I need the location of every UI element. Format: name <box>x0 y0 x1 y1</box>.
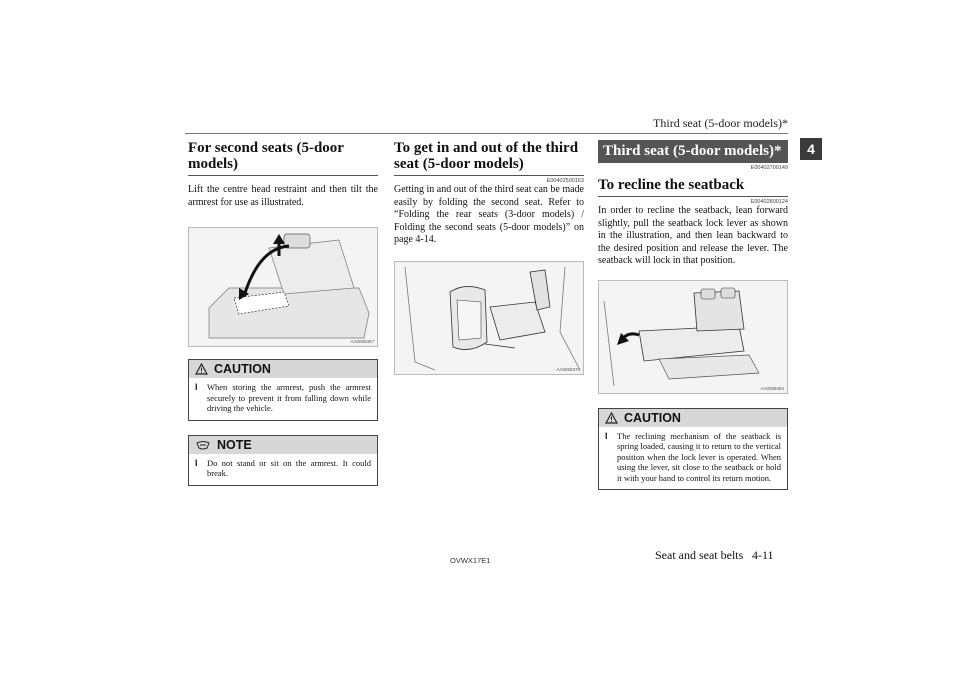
note-box <box>188 435 378 486</box>
note-label: NOTE <box>217 437 252 452</box>
caution-label: CAUTION <box>624 410 681 425</box>
body-text: Lift the centre head restraint and then tilt the armrest for use as illustrated. <box>188 184 378 208</box>
body-text: Getting in and out of the third seat can be made easily by folding the second seat. Refer to “Folding the rear seats (3-door models) / Folding the second seats (5-door models)” on page 4-14. <box>394 184 584 245</box>
warning-triangle-icon <box>605 412 618 424</box>
running-header: Third seat (5-door models)* <box>653 116 788 130</box>
figure-code: AA0059370 <box>556 366 580 372</box>
folded-seat-illustration <box>394 261 584 375</box>
section-code: E00402800124 <box>750 199 788 205</box>
caution-header <box>189 360 377 378</box>
warning-triangle-icon <box>195 363 208 375</box>
banner-code: E00402700149 <box>750 165 788 171</box>
chapter-banner: Third seat (5-door models)* <box>598 140 788 163</box>
page-number: 4-11 <box>752 548 774 562</box>
recline-drawing <box>599 281 789 393</box>
note-text: Do not stand or sit on the armrest. It could break. <box>207 457 371 478</box>
column-third-seat <box>598 140 788 490</box>
bullet-icon: l <box>195 382 198 392</box>
figure-code: AA0059484 <box>760 385 784 391</box>
caution-item <box>189 378 377 420</box>
body-text: In order to recline the seatback, lean forward slightly, pull the seatback lock lever as shown in the illustration, and then lean backward to the desired position and release the lever. The seatback will lock in that position. <box>598 205 788 266</box>
section-code: E00402500163 <box>546 178 584 184</box>
section-heading: To get in and out of the third seat (5-door models) <box>394 140 584 176</box>
caution-header <box>599 409 787 427</box>
chapter-tab: 4 <box>800 138 822 160</box>
column-third-seat-access <box>394 140 584 375</box>
note-header <box>189 436 377 454</box>
caution-label: CAUTION <box>214 362 271 376</box>
armrest-illustration <box>188 227 378 347</box>
footer-section-title: Seat and seat belts <box>655 548 744 562</box>
column-second-seats <box>188 140 378 486</box>
caution-item <box>599 427 787 490</box>
recline-illustration <box>598 280 788 394</box>
figure-code: AA0059367 <box>350 339 374 344</box>
section-heading: To recline the seatback <box>598 177 788 197</box>
caution-box <box>188 359 378 421</box>
bullet-icon: l <box>195 457 198 468</box>
caution-text: When storing the armrest, push the armrest securely to prevent it from falling down while driving the vehicle. <box>207 382 371 413</box>
caution-text: The reclining mechanism of the seatback is spring loaded, causing it to return to the vertical position when the lock lever is operated. When using the lever, sit close to the seatback or hold it with your hand to control its return motion. <box>617 430 781 483</box>
note-item <box>189 454 377 485</box>
caution-box <box>598 408 788 491</box>
header-rule <box>185 133 788 134</box>
armrest-drawing <box>189 228 379 346</box>
manual-code: OVWX17E1 <box>450 556 491 565</box>
bullet-icon: l <box>605 430 608 441</box>
folded-seat-drawing <box>395 262 585 374</box>
section-heading: For second seats (5-door models) <box>188 140 378 176</box>
note-hand-icon <box>195 439 211 451</box>
